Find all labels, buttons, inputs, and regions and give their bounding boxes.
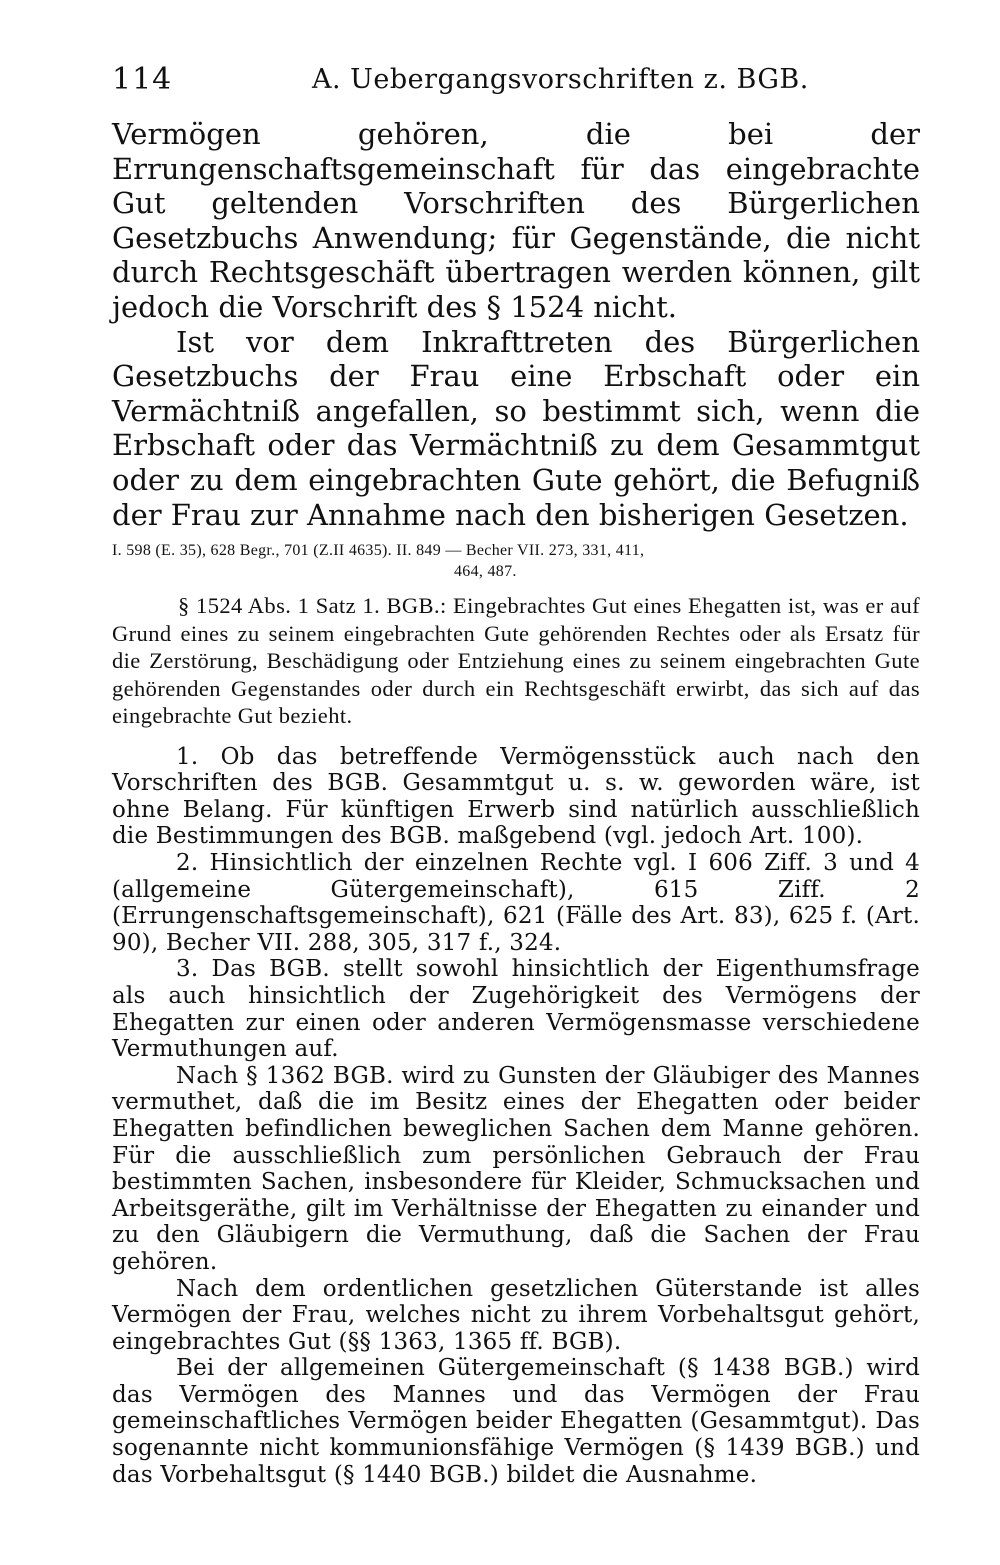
page-number: 114 xyxy=(112,62,173,97)
statute-quote: § 1524 Abs. 1 Satz 1. BGB.: Eingebrachtes Gut eines Ehegatten ist, was er auf Grund eines zu seinem eingebrachten Gute gehörenden Rechtes oder als Ersatz für die Zerstörung, Beschädigung oder Entziehung eines zu seinem eingebrachten Gute gehörenden Gegenstandes oder durch ein Rechtsgeschäft erwirbt, das sich auf das eingebrachte Gut bezieht. xyxy=(112,593,920,729)
note-3-paragraph-community-property: Bei der allgemeinen Gütergemeinschaft (§ 1438 BGB.) wird das Vermögen des Mannes und das Vermögen der Frau gemeinschaftliches Vermögen beider Ehegatten (Gesammtgut). Das sogenannte nicht kommunionsfähige Vermögen (§ 1439 BGB.) und das Vorbehaltsgut (§ 1440 BGB.) bildet die Ausnahme. xyxy=(112,1355,920,1488)
references-line-2: 464, 487. xyxy=(454,563,517,581)
note-3: 3. Das BGB. stellt sowohl hinsichtlich der Eigenthumsfrage als auch hinsichtlich der Zugehörigkeit des Vermögens der Ehegatten zur einen oder anderen Vermögensmasse verschiedene Vermuthungen auf. xyxy=(112,956,920,1063)
paragraph-continued: Vermögen gehören, die bei der Errungenschaftsgemeinschaft für das eingebrachte Gut geltenden Vorschriften des Bürgerlichen Gesetzbuchs Anwendung; für Gegenstände, die nicht durch Rechtsgeschäft übertragen werden können, gilt jedoch die Vorschrift des § 1524 nicht. xyxy=(112,117,920,324)
book-page xyxy=(112,58,920,1488)
note-2: 2. Hinsichtlich der einzelnen Rechte vgl. I 606 Ziff. 3 und 4 (allgemeine Gütergemeinschaft), 615 Ziff. 2 (Errungenschaftsgemeinschaft), 621 (Fälle des Art. 83), 625 f. (Art. 90), Becher VII. 288, 305, 317 f., 324. xyxy=(112,850,920,956)
references-line-1: I. 598 (E. 35), 628 Begr., 701 (Z.II 4635). II. 849 — Becher VII. 273, 331, 411, xyxy=(112,542,645,560)
page-header xyxy=(112,58,920,100)
note-1: 1. Ob das betreffende Vermögensstück auch nach den Vorschriften des BGB. Gesammtgut u. s. w. geworden wäre, ist ohne Belang. Für künftigen Erwerb sind natürlich ausschließlich die Bestimmungen des BGB. maßgebend (vgl. jedoch Art. 100). xyxy=(112,743,920,850)
note-3-paragraph-property-regime: Nach dem ordentlichen gesetzlichen Güterstande ist alles Vermögen der Frau, welches nicht zu ihrem Vorbehaltsgut gehört, eingebrachtes Gut (§§ 1363, 1365 ff. BGB). xyxy=(112,1275,920,1355)
references xyxy=(112,540,920,582)
running-title: A. Uebergangsvorschriften z. BGB. xyxy=(312,64,809,95)
note-3-paragraph-presumption: Nach § 1362 BGB. wird zu Gunsten der Gläubiger des Mannes vermuthet, daß die im Besitz eines der Ehegatten oder beider Ehegatten befindlichen beweglichen Sachen dem Manne gehören. Für die ausschließlich zum persönlichen Gebrauch der Frau bestimmten Sachen, insbesondere für Kleider, Schmucksachen und Arbeitsgeräthe, gilt im Verhältnisse der Ehegatten zu einander und zu den Gläubigern die Vermuthung, daß die Sachen der Frau gehören. xyxy=(112,1062,920,1275)
paragraph-inheritance: Ist vor dem Inkrafttreten des Bürgerlichen Gesetzbuchs der Frau eine Erbschaft oder ein Vermächtniß angefallen, so bestimmt sich, wenn die Erbschaft oder das Vermächtniß zu dem Gesammtgut oder zu dem eingebrachten Gute gehört, die Befugniß der Frau zur Annahme nach den bisherigen Gesetzen. xyxy=(112,324,920,532)
